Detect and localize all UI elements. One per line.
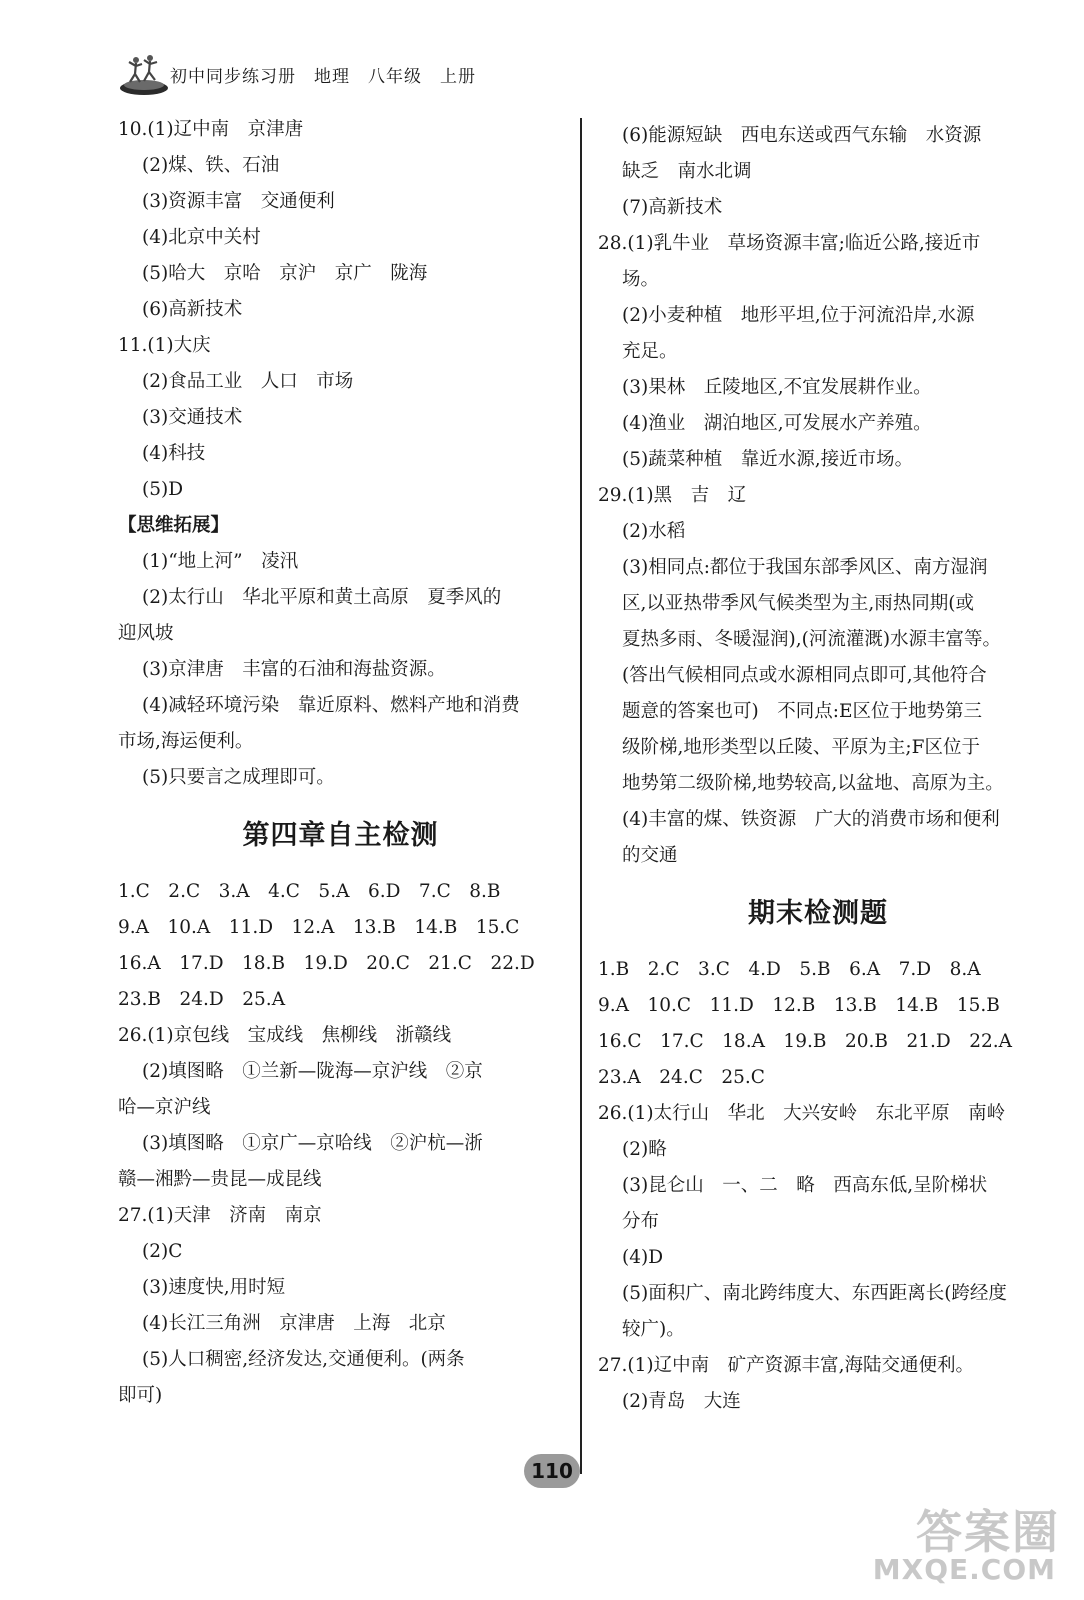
answer-line: (2)水稻 bbox=[622, 521, 686, 542]
answer-line: 迎风坡 bbox=[118, 623, 174, 644]
answer-line: (3)填图略 ①京广—京哈线 ②沪杭—浙 bbox=[142, 1133, 483, 1154]
answer-line: 赣—湘黔—贵昆—成昆线 bbox=[118, 1169, 322, 1190]
answer-line: 26.(1)京包线 宝成线 焦柳线 浙赣线 bbox=[118, 1025, 452, 1046]
answer-line: 23.A 24.C 25.C bbox=[598, 1067, 765, 1088]
answer-line: (5)D bbox=[142, 479, 184, 500]
answer-line: (2)小麦种植 地形平坦,位于河流沿岸,水源 bbox=[622, 305, 975, 326]
answer-line: (2)煤、铁、石油 bbox=[142, 155, 280, 176]
answer-line: (3)速度快,用时短 bbox=[142, 1277, 286, 1298]
answer-line: (4)减轻环境污染 靠近原料、燃料产地和消费 bbox=[142, 695, 520, 716]
answer-line: 充足。 bbox=[622, 341, 678, 362]
answer-line: 29.(1)黑 吉 辽 bbox=[598, 485, 747, 506]
section-heading: 第四章自主检测 bbox=[242, 820, 439, 851]
answer-line: (4)D bbox=[622, 1247, 664, 1268]
answer-line: 16.A 17.D 18.B 19.D 20.C 21.C 22.D bbox=[118, 953, 535, 974]
right-column bbox=[598, 118, 1038, 1420]
answer-line: (4)科技 bbox=[142, 443, 206, 464]
answer-line: 的交通 bbox=[622, 845, 678, 866]
answer-line: 10.(1)辽中南 京津唐 bbox=[118, 119, 304, 140]
answer-line: 分布 bbox=[622, 1211, 660, 1232]
watermark bbox=[872, 1496, 1060, 1586]
answer-line: (2)食品工业 人口 市场 bbox=[142, 371, 354, 392]
answer-line: (3)果林 丘陵地区,不宜发展耕作业。 bbox=[622, 377, 932, 398]
answer-line: (4)北京中关村 bbox=[142, 227, 261, 248]
answer-line: 27.(1)天津 济南 南京 bbox=[118, 1205, 322, 1226]
answer-line: (6)能源短缺 西电东送或西气东输 水资源 bbox=[622, 125, 982, 146]
answer-line: 27.(1)辽中南 矿产资源丰富,海陆交通便利。 bbox=[598, 1355, 975, 1376]
section-heading: 期末检测题 bbox=[748, 898, 888, 929]
answer-line: 9.A 10.A 11.D 12.A 13.B 14.B 15.C bbox=[118, 917, 520, 938]
answer-line: (3)资源丰富 交通便利 bbox=[142, 191, 335, 212]
answer-line: (3)相同点:都位于我国东部季风区、南方湿润 bbox=[622, 557, 988, 578]
answer-line: (4)丰富的煤、铁资源 广大的消费市场和便利 bbox=[622, 809, 1000, 830]
answer-line: (2)填图略 ①兰新—陇海—京沪线 ②京 bbox=[142, 1061, 483, 1082]
answer-line: 28.(1)乳牛业 草场资源丰富;临近公路,接近市 bbox=[598, 233, 981, 254]
answer-line: (2)太行山 华北平原和黄土高原 夏季风的 bbox=[142, 587, 502, 608]
answer-line: 区,以亚热带季风气候类型为主,雨热同期(或 bbox=[622, 593, 974, 614]
page-header bbox=[118, 52, 478, 96]
answer-line: (5)蔬菜种植 靠近水源,接近市场。 bbox=[622, 449, 914, 470]
answer-line: 市场,海运便利。 bbox=[118, 731, 254, 752]
answer-line: 即可) bbox=[118, 1385, 163, 1406]
answer-line: 16.C 17.C 18.A 19.B 20.B 21.D 22.A bbox=[598, 1031, 1013, 1052]
answer-line: (4)渔业 湖泊地区,可发展水产养殖。 bbox=[622, 413, 932, 434]
answer-line: (1)“地上河” 凌汛 bbox=[142, 551, 299, 572]
runners-logo-icon bbox=[118, 52, 170, 96]
answer-line: (2)略 bbox=[622, 1139, 667, 1160]
answer-line: 题意的答案也可) 不同点:E区位于地势第三 bbox=[622, 701, 982, 722]
watermark-logo-text: 答案圈 bbox=[916, 1505, 1060, 1559]
answer-line: 级阶梯,地形类型以丘陵、平原为主;F区位于 bbox=[622, 737, 980, 758]
answer-line: 11.(1)大庆 bbox=[118, 335, 211, 356]
answer-line: 哈—京沪线 bbox=[118, 1097, 211, 1118]
answer-line: (3)京津唐 丰富的石油和海盐资源。 bbox=[142, 659, 446, 680]
page-number: 110 bbox=[524, 1454, 580, 1488]
answer-line: (5)哈大 京哈 京沪 京广 陇海 bbox=[142, 263, 428, 284]
answer-line: (6)高新技术 bbox=[142, 299, 243, 320]
header-title: 初中同步练习册 地理 八年级 上册 bbox=[170, 67, 476, 87]
answer-line: (2)青岛 大连 bbox=[622, 1391, 741, 1412]
answer-line: (5)只要言之成理即可。 bbox=[142, 767, 335, 788]
answer-line: 较广)。 bbox=[622, 1319, 685, 1340]
answer-line: (答出气候相同点或水源相同点即可,其他符合 bbox=[622, 665, 987, 686]
answer-line: 23.B 24.D 25.A bbox=[118, 989, 286, 1010]
column-divider bbox=[580, 118, 582, 1474]
answer-line: 地势第二级阶梯,地势较高,以盆地、高原为主。 bbox=[622, 773, 1004, 794]
answer-line: 26.(1)太行山 华北 大兴安岭 东北平原 南岭 bbox=[598, 1103, 1006, 1124]
answer-line: (3)交通技术 bbox=[142, 407, 243, 428]
answer-line: (7)高新技术 bbox=[622, 197, 723, 218]
section-label: 【思维拓展】 bbox=[118, 515, 230, 536]
answer-line: (5)人口稠密,经济发达,交通便利。(两条 bbox=[142, 1349, 465, 1370]
answer-line: 场。 bbox=[622, 269, 660, 290]
answer-line: (3)昆仑山 一、二 略 西高东低,呈阶梯状 bbox=[622, 1175, 988, 1196]
left-column bbox=[118, 112, 563, 1414]
answer-line: 1.C 2.C 3.A 4.C 5.A 6.D 7.C 8.B bbox=[118, 881, 501, 902]
watermark-url: MXQE.COM bbox=[872, 1553, 1056, 1586]
answer-line: 1.B 2.C 3.C 4.D 5.B 6.A 7.D 8.A bbox=[598, 959, 981, 980]
answer-line: (4)长江三角洲 京津唐 上海 北京 bbox=[142, 1313, 446, 1334]
answer-line: 夏热多雨、冬暖湿润),(河流灌溉)水源丰富等。 bbox=[622, 629, 1002, 650]
answer-line: 9.A 10.C 11.D 12.B 13.B 14.B 15.B bbox=[598, 995, 1000, 1016]
answer-line: (5)面积广、南北跨纬度大、东西距离长(跨经度 bbox=[622, 1283, 1007, 1304]
answer-line: 缺乏 南水北调 bbox=[622, 161, 752, 182]
answer-line: (2)C bbox=[142, 1241, 183, 1262]
